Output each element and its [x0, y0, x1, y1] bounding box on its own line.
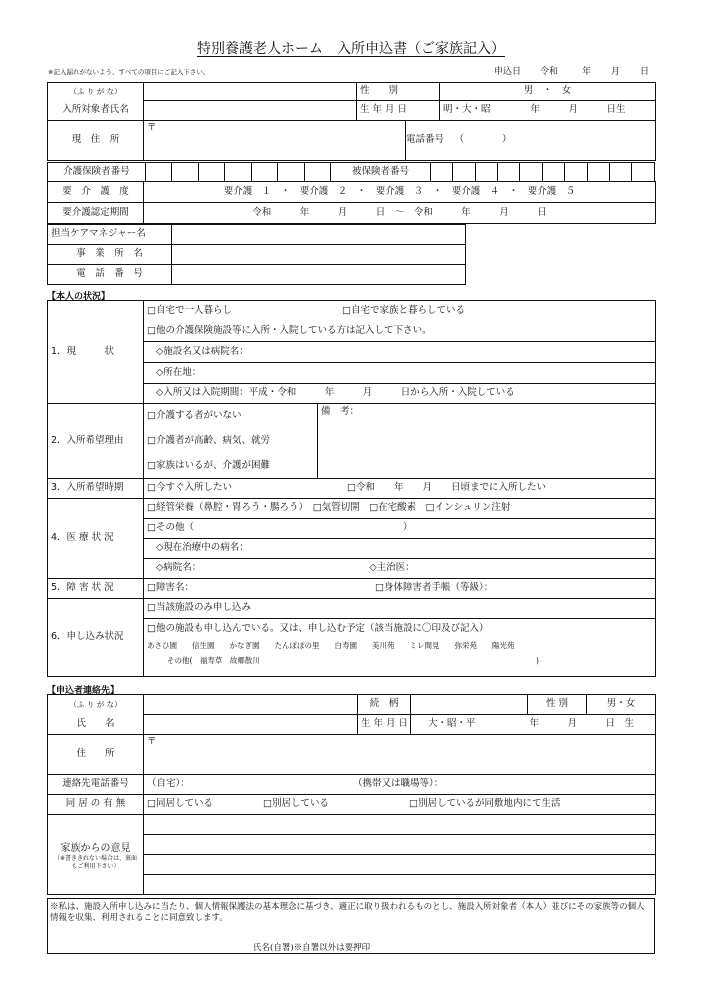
status-table [47, 300, 656, 677]
office-tel-field[interactable] [172, 265, 466, 285]
s4-label: 4．医 療 状 況 [48, 499, 144, 579]
insurance-row [47, 162, 655, 182]
insured-digit[interactable] [475, 163, 497, 182]
office-tel-label: 電 話 番 号 [48, 265, 172, 285]
s6-facility-list[interactable]: あさひ園 信生園 かなぎ園 たんぽぽの里 白寿園 美川苑 ミレ間見 弥栄苑 陽光苑 [147, 640, 515, 650]
care-level-label: 要 介 護 度 [48, 182, 144, 203]
opinion-note: （※書ききれない場合は、裏面もご利用下さい） [53, 855, 138, 870]
subject-phone-label: 電話番号 [406, 121, 440, 161]
insured-digit[interactable] [542, 163, 564, 182]
consent-text: ※私は、施設入所申し込みに当たり、個人情報保護法の基本理念に基づき、適正に取り扱われるものとし、施設入所対象者（本人）並びにその家族等の個人情報を収集、利用されることに同意致します。 [50, 902, 645, 923]
s5-disability[interactable]: □障害名： [147, 582, 194, 594]
insured-digit[interactable] [632, 163, 655, 182]
applicant-dob-ymd: 年 月 日 生 [529, 718, 635, 730]
insurance-digit[interactable] [198, 163, 224, 182]
subject-sex-value[interactable]: 男 ・ 女 [440, 83, 656, 101]
apply-date-day: 日 [640, 67, 650, 77]
cohab-together[interactable]: □同居している [147, 798, 213, 810]
s5-row [144, 579, 656, 599]
cohab-label: 同 居 の 有 無 [48, 795, 144, 815]
applicant-section-title: 【申込者連絡先】 [47, 686, 120, 696]
s5-handbook[interactable]: □身体障害者手帳（等級）： [374, 582, 494, 594]
relation-field[interactable] [411, 695, 528, 715]
consent-box [47, 898, 655, 954]
insured-digit[interactable] [587, 163, 609, 182]
s6-label: 6．申し込み状況 [48, 599, 144, 677]
s5-label: 5．障 害 状 況 [48, 579, 144, 599]
insurance-no-label: 介護保険者番号 [48, 163, 146, 182]
cohab-same-site[interactable]: □別居しているが同敷地内にて生活 [408, 798, 561, 810]
cohab-row [144, 795, 656, 815]
s1-period[interactable]: ◇入所又は入院期間：平成・令和 年 月 日から入所・入院している [144, 384, 656, 404]
care-manager-table [47, 224, 466, 285]
subject-name-field[interactable] [144, 101, 357, 121]
opinion-line[interactable] [144, 815, 656, 835]
insured-digit[interactable] [430, 163, 452, 182]
subject-address-field[interactable] [144, 121, 406, 161]
s2-note-label: 備 考： [321, 406, 360, 417]
applicant-dob-field[interactable] [411, 715, 656, 735]
insured-digit[interactable] [565, 163, 587, 182]
apply-date-year: 年 [582, 67, 592, 77]
care-period-label: 要介護認定期間 [48, 203, 144, 224]
applicant-dob-era: 大・昭・平 [428, 718, 476, 730]
s1-label: 1．現 状 [48, 301, 144, 404]
s3-row [144, 479, 656, 499]
s1-family-checkbox[interactable]: □自宅で家族と暮らしている [341, 304, 465, 316]
s1-facility-name[interactable]: ◇施設名又は病院名： [144, 342, 656, 363]
applicant-postal-mark: 〒 [147, 736, 157, 747]
applicant-furigana-field[interactable] [144, 695, 358, 715]
s3-immediate[interactable]: □今すぐ入所したい [147, 482, 232, 494]
insured-digit[interactable] [609, 163, 631, 182]
applicant-sex-value[interactable]: 男・女 [587, 695, 656, 715]
s4-other[interactable]: □その他（ ） [144, 519, 656, 539]
s1-alone-checkbox[interactable]: □自宅で一人暮らし [147, 304, 232, 316]
subject-dob-era: 明・大・昭 [443, 104, 491, 116]
insurance-digit[interactable] [251, 163, 277, 182]
care-manager-field[interactable] [172, 225, 466, 245]
s1-row-a [144, 301, 656, 321]
page-title: 特別養護老人ホーム 入所申込書（ご家族記入） [197, 41, 505, 57]
apply-date-month: 月 [611, 67, 621, 77]
subject-table [47, 82, 656, 161]
s4-procedures[interactable]: □経管栄養（鼻腔・胃ろう・腸ろう） □気管切開 □在宅酸素 □インシュリン注射 [144, 499, 656, 519]
applicant-address-field[interactable] [144, 735, 656, 775]
insurance-digit[interactable] [172, 163, 198, 182]
applicant-address-label: 住 所 [48, 735, 144, 775]
s3-by-date[interactable]: □令和 年 月 日頃までに入所したい [346, 482, 546, 494]
s6-other-facilities[interactable]: その他( 福寿草 故郷散川 [167, 655, 260, 665]
apply-date-label: 申込日 [494, 67, 522, 77]
subject-dob-ymd: 年 月 日生 [530, 104, 626, 116]
applicant-sex-label: 性 別 [528, 695, 587, 715]
s4-disease[interactable]: ◇現在治療中の病名： [144, 539, 656, 559]
s1-facility-address[interactable]: ◇所在地： [144, 363, 656, 384]
applicant-name-field[interactable] [144, 715, 358, 735]
insurance-digit[interactable] [145, 163, 171, 182]
insurance-digit[interactable] [304, 163, 330, 182]
s2-caregiver-elderly[interactable]: □介護者が高齢、病気、就労 [144, 429, 318, 454]
opinion-line[interactable] [144, 835, 656, 855]
s6-facility-block [144, 639, 656, 677]
s6-others[interactable]: □他の施設も申し込んでいる。又は、申し込む予定（該当施設に〇印及び記入） [144, 619, 656, 639]
relation-label: 続 柄 [358, 695, 411, 715]
care-level-options[interactable]: 要介護 １ ・ 要介護 ２ ・ 要介護 ３ ・ 要介護 ４ ・ 要介護 ５ [144, 182, 656, 203]
phone-home: （自宅）： [147, 778, 190, 790]
applicant-phone-label: 連絡先電話番号 [48, 775, 144, 795]
s1-facility-checkbox[interactable]: □他の介護保険施設等に入所・入院している方は記入して下さい。 [144, 321, 656, 342]
care-table [47, 181, 656, 224]
office-label: 事 業 所 名 [48, 245, 172, 265]
instruction-note: ※記入漏れがないよう、すべての項目にご記入下さい。 [48, 68, 210, 76]
s2-no-caregiver[interactable]: □介護する者がいない [144, 404, 318, 429]
office-field[interactable] [172, 245, 466, 265]
s4-doctor[interactable]: ◇主治医： [369, 562, 415, 574]
insurance-digit[interactable] [278, 163, 304, 182]
subject-name-label: 入所対象者氏名 [48, 101, 144, 121]
applicant-name-label: 氏 名 [48, 715, 144, 735]
applicant-table [47, 694, 656, 895]
subject-dob-label: 生 年 月 日 [357, 101, 440, 121]
s2-family-difficult[interactable]: □家族はいるが、介護が困難 [144, 454, 318, 479]
subject-furigana-label: （ふ り が な） [48, 83, 144, 101]
subject-phone-paren: （ ） [454, 134, 512, 146]
s2-label: 2．入所希望理由 [48, 404, 144, 479]
signature-label[interactable]: 氏名(自署)※自署以外は要押印 [253, 943, 371, 953]
applicant-phone-field[interactable] [144, 775, 656, 795]
insured-digit[interactable] [453, 163, 475, 182]
care-period-field[interactable]: 令和 年 月 日 ～ 令和 年 月 日 [144, 203, 656, 224]
apply-date-era: 令和 [540, 67, 559, 77]
insured-digit[interactable] [498, 163, 520, 182]
postal-mark: 〒 [147, 122, 157, 133]
opinion-label-cell [48, 815, 144, 895]
status-section-title: 【本人の状況】 [47, 292, 111, 302]
s6-other-close: ) [535, 655, 539, 665]
subject-sex-label: 性 別 [357, 83, 440, 101]
insurance-digit[interactable] [225, 163, 251, 182]
opinion-line[interactable] [144, 875, 656, 895]
applicant-furigana-label: （ふ り が な） [48, 695, 144, 715]
s6-only-this[interactable]: □当該施設のみ申し込み [144, 599, 656, 619]
cohab-separate[interactable]: □別居している [262, 798, 329, 810]
insured-digit[interactable] [520, 163, 542, 182]
insured-no-label: 被保険者番号 [331, 163, 431, 182]
s4-hospital[interactable]: ◇病院名： [156, 562, 202, 574]
subject-furigana-field[interactable] [144, 83, 357, 101]
subject-phone-field[interactable] [440, 121, 656, 161]
s2-note-field[interactable] [318, 404, 656, 479]
opinion-line[interactable] [144, 855, 656, 875]
care-manager-label: 担当ケアマネジャー名 [48, 225, 172, 245]
subject-address-label: 現 住 所 [48, 121, 144, 161]
s4-hospital-row [144, 559, 656, 579]
applicant-dob-label: 生 年 月 日 [358, 715, 411, 735]
subject-dob-field[interactable] [440, 101, 656, 121]
opinion-label: 家族からの意見 [60, 843, 131, 855]
phone-work: （携帯又は職場等）： [357, 778, 444, 790]
s3-label: 3．入所希望時期 [48, 479, 144, 499]
s6-other-row [147, 657, 652, 665]
